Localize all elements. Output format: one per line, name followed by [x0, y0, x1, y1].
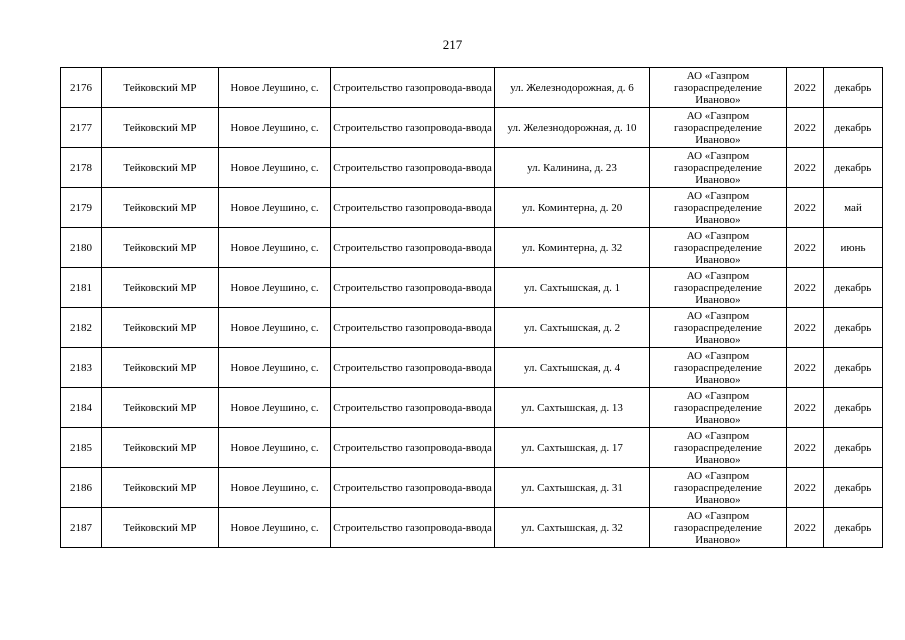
work-type-cell: Строительство газопровода-ввода	[331, 188, 495, 228]
table-row	[61, 308, 883, 348]
work-type-cell: Строительство газопровода-ввода	[331, 508, 495, 548]
district-cell: Тейковский МР	[102, 68, 219, 108]
organization-cell: АО «Газпром газораспределение Иваново»	[650, 508, 787, 548]
settlement-cell: Новое Леушино, с.	[219, 148, 331, 188]
work-type-cell: Строительство газопровода-ввода	[331, 68, 495, 108]
month-cell: декабрь	[824, 428, 883, 468]
table-row	[61, 68, 883, 108]
row-number-cell: 2180	[61, 228, 102, 268]
settlement-cell: Новое Леушино, с.	[219, 348, 331, 388]
district-cell: Тейковский МР	[102, 188, 219, 228]
address-cell: ул. Сахтышская, д. 1	[495, 268, 650, 308]
year-cell: 2022	[787, 508, 824, 548]
work-type-cell: Строительство газопровода-ввода	[331, 268, 495, 308]
year-cell: 2022	[787, 308, 824, 348]
district-cell: Тейковский МР	[102, 268, 219, 308]
month-cell: декабрь	[824, 68, 883, 108]
month-cell: декабрь	[824, 468, 883, 508]
district-cell: Тейковский МР	[102, 388, 219, 428]
address-cell: ул. Калинина, д. 23	[495, 148, 650, 188]
settlement-cell: Новое Леушино, с.	[219, 428, 331, 468]
work-type-cell: Строительство газопровода-ввода	[331, 308, 495, 348]
table-row	[61, 468, 883, 508]
table-body	[61, 68, 883, 548]
district-cell: Тейковский МР	[102, 348, 219, 388]
table-row	[61, 268, 883, 308]
year-cell: 2022	[787, 188, 824, 228]
table-row	[61, 108, 883, 148]
gas-connection-table	[60, 67, 883, 548]
row-number-cell: 2179	[61, 188, 102, 228]
work-type-cell: Строительство газопровода-ввода	[331, 148, 495, 188]
organization-cell: АО «Газпром газораспределение Иваново»	[650, 468, 787, 508]
settlement-cell: Новое Леушино, с.	[219, 508, 331, 548]
organization-cell: АО «Газпром газораспределение Иваново»	[650, 148, 787, 188]
settlement-cell: Новое Леушино, с.	[219, 468, 331, 508]
table-row	[61, 348, 883, 388]
address-cell: ул. Сахтышская, д. 31	[495, 468, 650, 508]
settlement-cell: Новое Леушино, с.	[219, 188, 331, 228]
organization-cell: АО «Газпром газораспределение Иваново»	[650, 308, 787, 348]
row-number-cell: 2186	[61, 468, 102, 508]
table-row	[61, 148, 883, 188]
district-cell: Тейковский МР	[102, 228, 219, 268]
year-cell: 2022	[787, 428, 824, 468]
month-cell: декабрь	[824, 348, 883, 388]
organization-cell: АО «Газпром газораспределение Иваново»	[650, 188, 787, 228]
month-cell: декабрь	[824, 268, 883, 308]
row-number-cell: 2185	[61, 428, 102, 468]
address-cell: ул. Коминтерна, д. 20	[495, 188, 650, 228]
year-cell: 2022	[787, 348, 824, 388]
work-type-cell: Строительство газопровода-ввода	[331, 348, 495, 388]
table-row	[61, 188, 883, 228]
district-cell: Тейковский МР	[102, 108, 219, 148]
row-number-cell: 2187	[61, 508, 102, 548]
page-number: 217	[442, 37, 463, 52]
district-cell: Тейковский МР	[102, 308, 219, 348]
address-cell: ул. Железнодорожная, д. 6	[495, 68, 650, 108]
year-cell: 2022	[787, 268, 824, 308]
table-row	[61, 388, 883, 428]
year-cell: 2022	[787, 468, 824, 508]
year-cell: 2022	[787, 108, 824, 148]
table-row	[61, 508, 883, 548]
month-cell: декабрь	[824, 108, 883, 148]
month-cell: май	[824, 188, 883, 228]
organization-cell: АО «Газпром газораспределение Иваново»	[650, 348, 787, 388]
month-cell: декабрь	[824, 148, 883, 188]
district-cell: Тейковский МР	[102, 428, 219, 468]
district-cell: Тейковский МР	[102, 468, 219, 508]
settlement-cell: Новое Леушино, с.	[219, 388, 331, 428]
address-cell: ул. Железнодорожная, д. 10	[495, 108, 650, 148]
work-type-cell: Строительство газопровода-ввода	[331, 388, 495, 428]
settlement-cell: Новое Леушино, с.	[219, 268, 331, 308]
address-cell: ул. Сахтышская, д. 4	[495, 348, 650, 388]
district-cell: Тейковский МР	[102, 508, 219, 548]
year-cell: 2022	[787, 148, 824, 188]
settlement-cell: Новое Леушино, с.	[219, 228, 331, 268]
work-type-cell: Строительство газопровода-ввода	[331, 428, 495, 468]
table-row	[61, 228, 883, 268]
month-cell: декабрь	[824, 508, 883, 548]
address-cell: ул. Сахтышская, д. 13	[495, 388, 650, 428]
organization-cell: АО «Газпром газораспределение Иваново»	[650, 108, 787, 148]
address-cell: ул. Сахтышская, д. 17	[495, 428, 650, 468]
month-cell: июнь	[824, 228, 883, 268]
row-number-cell: 2176	[61, 68, 102, 108]
work-type-cell: Строительство газопровода-ввода	[331, 468, 495, 508]
organization-cell: АО «Газпром газораспределение Иваново»	[650, 428, 787, 468]
year-cell: 2022	[787, 228, 824, 268]
district-cell: Тейковский МР	[102, 148, 219, 188]
organization-cell: АО «Газпром газораспределение Иваново»	[650, 228, 787, 268]
year-cell: 2022	[787, 388, 824, 428]
organization-cell: АО «Газпром газораспределение Иваново»	[650, 268, 787, 308]
row-number-cell: 2183	[61, 348, 102, 388]
address-cell: ул. Сахтышская, д. 2	[495, 308, 650, 348]
row-number-cell: 2181	[61, 268, 102, 308]
table-row	[61, 428, 883, 468]
row-number-cell: 2182	[61, 308, 102, 348]
organization-cell: АО «Газпром газораспределение Иваново»	[650, 68, 787, 108]
address-cell: ул. Коминтерна, д. 32	[495, 228, 650, 268]
address-cell: ул. Сахтышская, д. 32	[495, 508, 650, 548]
month-cell: декабрь	[824, 308, 883, 348]
row-number-cell: 2178	[61, 148, 102, 188]
organization-cell: АО «Газпром газораспределение Иваново»	[650, 388, 787, 428]
month-cell: декабрь	[824, 388, 883, 428]
work-type-cell: Строительство газопровода-ввода	[331, 108, 495, 148]
work-type-cell: Строительство газопровода-ввода	[331, 228, 495, 268]
settlement-cell: Новое Леушино, с.	[219, 68, 331, 108]
year-cell: 2022	[787, 68, 824, 108]
settlement-cell: Новое Леушино, с.	[219, 108, 331, 148]
settlement-cell: Новое Леушино, с.	[219, 308, 331, 348]
row-number-cell: 2184	[61, 388, 102, 428]
row-number-cell: 2177	[61, 108, 102, 148]
